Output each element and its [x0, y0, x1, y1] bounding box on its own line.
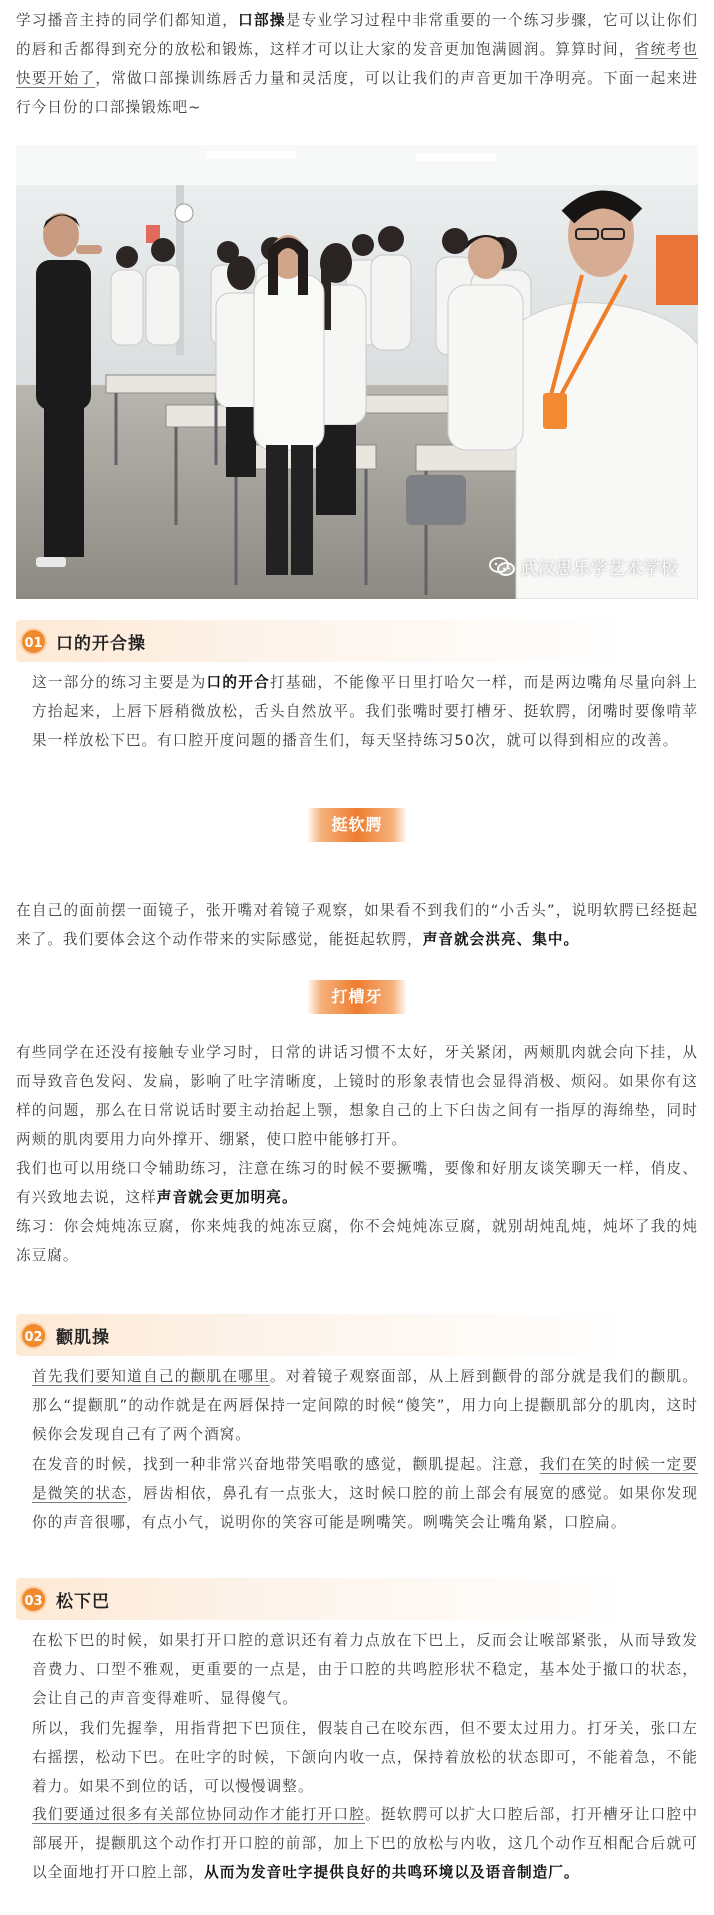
- bold-text: 声音就会更加明亮。: [156, 1189, 298, 1206]
- underlined-text: 首先我们要知道自己的颧肌在哪里: [32, 1368, 270, 1385]
- section-number-badge: 03: [20, 1586, 47, 1613]
- underlined-text: 省统考也快要开始了: [16, 41, 699, 87]
- underlined-text: 我们要通过很多有关部位协同动作才能打开口腔: [32, 1806, 366, 1823]
- heading-background: [16, 1578, 698, 1620]
- section-number-badge: 02: [20, 1322, 47, 1349]
- text: ，常做口部操训练唇舌力量和灵活度，可以让我们的声音更加干净明亮。下面一起来进行今日份的口部操锻炼吧~: [16, 70, 698, 116]
- text: 我们也可以用绕口令辅助练习，注意在练习的时候不要撅嘴，要像和好朋友谈笑聊天一样，俏皮、有兴致地去说，这样: [16, 1160, 698, 1206]
- section2-paragraph-1: [32, 1362, 698, 1449]
- section3-paragraph-1: 在松下巴的时候，如果打开口腔的意识还有着力点放在下巴上，反而会让喉部紧张，从而导致发音费力、口型不雅观，更重要的一点是，由于口腔的共鸣腔形状不稳定，基本处于撤口的状态，会让自己的声音变得难听、显得傻气。: [32, 1632, 698, 1707]
- soft-palate-paragraph: [16, 896, 698, 954]
- bold-text: 声音就会洪亮、集中。: [422, 931, 580, 948]
- text: 在自己的面前摆一面镜子，张开嘴对着镜子观察，如果看不到我们的“小舌头”，说明软腭已经挺起来了。我们要体会这个动作带来的实际感觉，能挺起软腭，: [16, 902, 698, 948]
- bold-text: 从而为发音吐字提供良好的共鸣环境以及语音制造厂。: [204, 1864, 580, 1881]
- tongue-twister-paragraph: 练习：你会炖炖冻豆腐，你来炖我的炖冻豆腐，你不会炖炖冻豆腐，就别胡炖乱炖，炖坏了我的炖冻豆腐。: [16, 1218, 698, 1264]
- wechat-icon: [489, 557, 515, 577]
- sub-heading-molar: 打槽牙: [307, 980, 407, 1014]
- bold-text: 口部操: [238, 12, 286, 29]
- molar-paragraph-2: [16, 1154, 698, 1212]
- section-heading-2: [16, 1314, 698, 1356]
- section-number-badge: 01: [20, 628, 47, 655]
- text: 打基础，不能像平日里打哈欠一样，而是两边嘴角尽量向斜上方抬起来，上唇下唇稍微放松，舌头自然放平。我们张嘴时要打槽牙、挺软腭，闭嘴时要像啃苹果一样放松下巴。有口腔开度问题的播音生们，每天坚持练习50次，就可以得到相应的改善。: [32, 674, 698, 749]
- section-heading-1: [16, 620, 698, 662]
- classroom-photo: [16, 145, 698, 599]
- section1-paragraph: [32, 668, 698, 755]
- section-title: 颧肌操: [56, 1328, 110, 1348]
- underlined-text: 我们在笑的时候一定要是微笑的状态: [32, 1456, 698, 1502]
- molar-paragraph-1: 有些同学在还没有接触专业学习时，日常的讲话习惯不太好，牙关紧闭，两颊肌肉就会向下挂，从而导致音色发闷、发扁，影响了吐字清晰度，上镜时的形象表情也会显得消极、烦闷。如果你有这样的问题，那么在日常说话时要主动抬起上颚，想象自己的上下臼齿之间有一指厚的海绵垫，同时两颊的肌肉要用力向外撑开、绷紧，使口腔中能够打开。: [16, 1044, 698, 1148]
- text: ，唇齿相依，鼻孔有一点张大，这时候口腔的前上部会有展宽的感觉。如果你发现你的声音很哪，有点小气，说明你的笑容可能是咧嘴笑。咧嘴笑会让嘴角紧，口腔扁。: [32, 1485, 698, 1531]
- text: 。挺软腭可以扩大口腔后部，打开槽牙让口腔中部展开，提颧肌这个动作打开口腔的前部，加上下巴的放松与内收，这几个动作互相配合后就可以全面地打开口腔上部，: [32, 1806, 698, 1881]
- intro-paragraph: [16, 6, 698, 122]
- text: 在发音的时候，找到一种非常兴奋地带笑唱歌的感觉，颧肌提起。注意，: [32, 1456, 540, 1473]
- text: 。对着镜子观察面部，从上唇到颧骨的部分就是我们的颧肌。那么“提颧肌”的动作就是在两唇保持一定间隙的时候“傻笑”，用力向上提颧肌部分的肌肉，这时候你会发现自己有了两个酒窝。: [32, 1368, 698, 1443]
- watermark: [489, 554, 679, 579]
- text: 是专业学习过程中非常重要的一个练习步骤，它可以让你们的唇和舌都得到充分的放松和锻炼，这样才可以让大家的发音更加饱满圆润。算算时间，: [16, 12, 699, 58]
- bold-text: 口的开合: [206, 674, 270, 691]
- section3-paragraph-3: [32, 1800, 698, 1887]
- sub-heading-soft-palate: 挺软腭: [307, 808, 407, 842]
- text: 这一部分的练习主要是为: [32, 674, 207, 691]
- section3-paragraph-2: 所以，我们先握拳，用指背把下巴顶住，假装自己在咬东西，但不要太过用力。打牙关，张口左右摇摆，松动下巴。在吐字的时候，下颌向内收一点，保持着放松的状态即可，不能着急，不能着力。如果不到位的话，可以慢慢调整。: [32, 1720, 698, 1795]
- text: 学习播音主持的同学们都知道，: [16, 12, 239, 29]
- section2-paragraph-2: [32, 1450, 698, 1537]
- watermark-text: 武汉思乐学艺术学校: [520, 559, 678, 579]
- section-title: 松下巴: [56, 1592, 110, 1612]
- heading-background: [16, 1314, 698, 1356]
- section-heading-3: [16, 1578, 698, 1620]
- section-title: 口的开合操: [56, 634, 146, 654]
